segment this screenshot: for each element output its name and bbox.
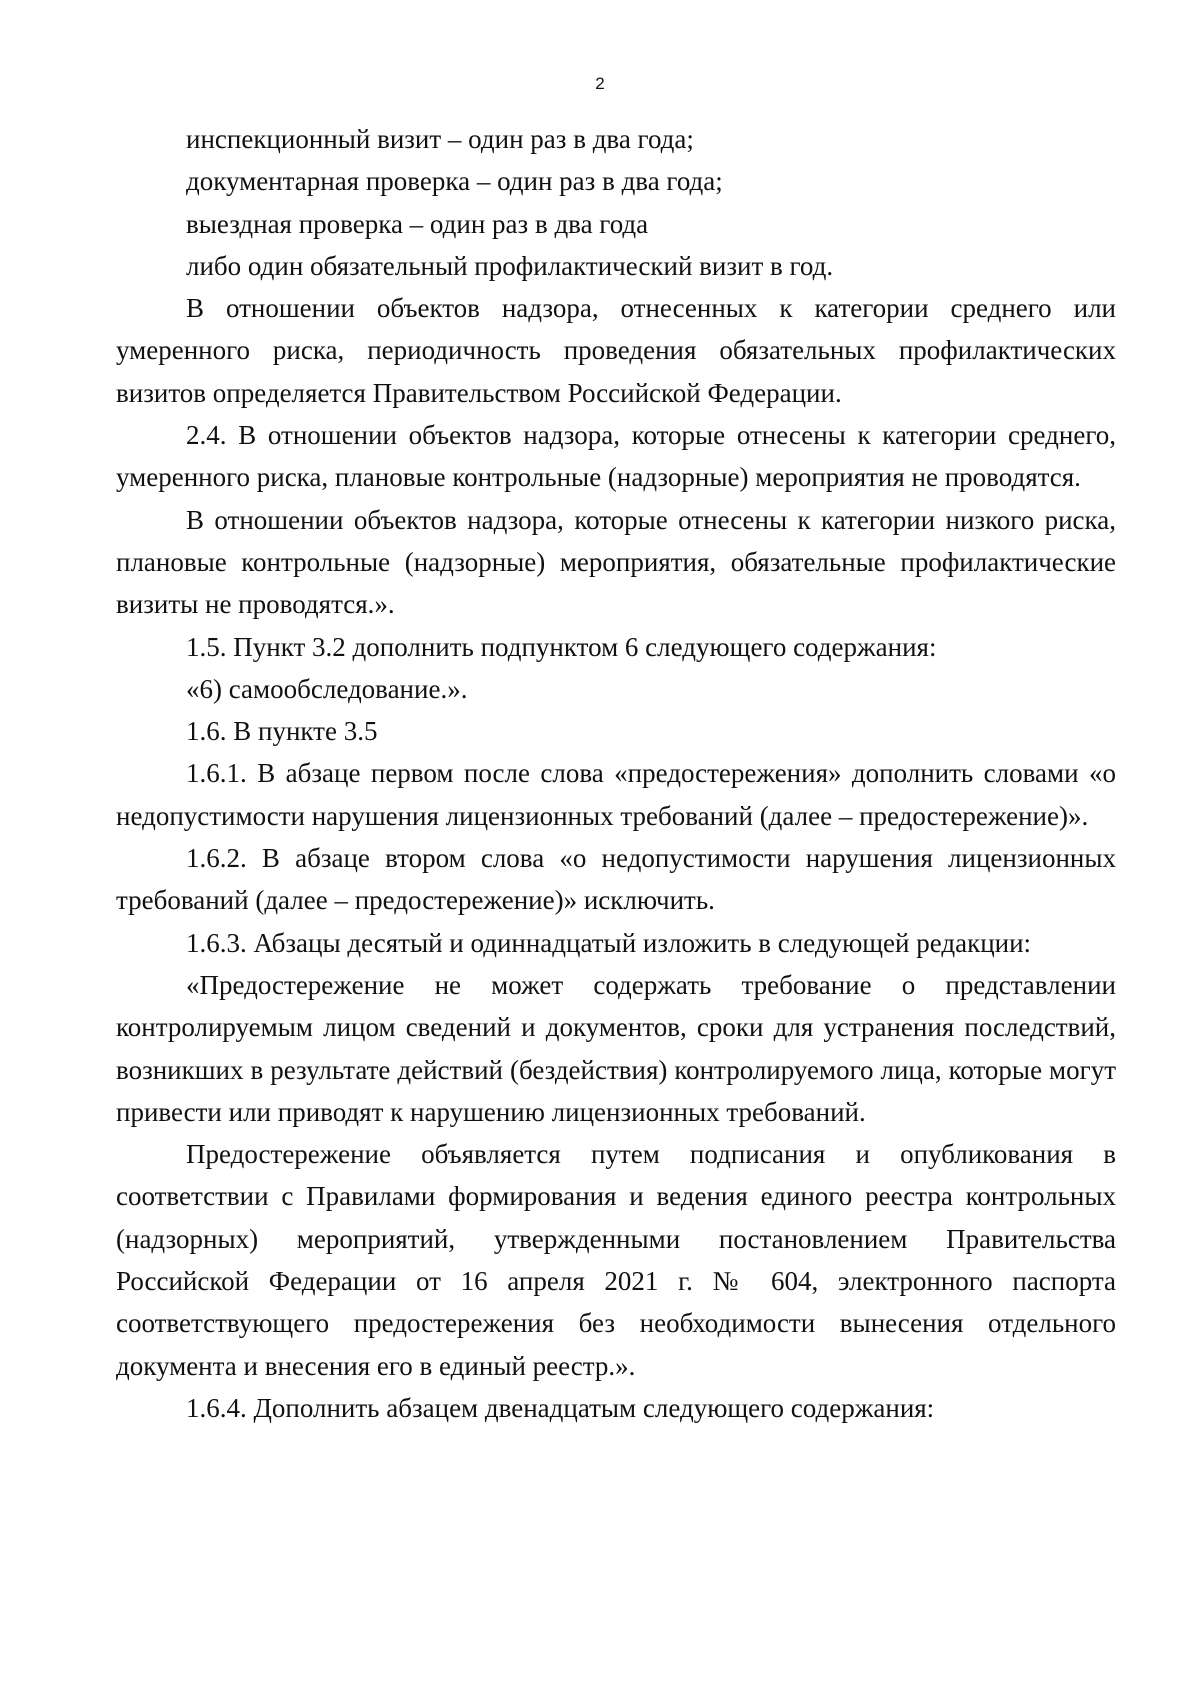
paragraph-medium-risk-frequency: В отношении объектов надзора, отнесенных к категории среднего или умеренного риска, периодичность проведения обязательных профилактических визитов определяется Правительством Российской Федерации.: [116, 293, 1116, 408]
paragraph-warning-content: «Предостережение не может содержать требование о представлении контролируемым лицом сведений и документов, сроки для устранения последствий, возникших в результате действий (бездействия) контролируемого лица, которые могут привести или приводят к нарушению лицензионных требований.: [116, 969, 1116, 1127]
paragraph-warning-announcement: Предостережение объявляется путем подписания и опубликования в соответствии с Правилами формирования и ведения единого реестра контрольных (надзорных) мероприятий, утвержденными постановлением Правительства Российской Федерации от 16 апреля 2021 г. № 604, электронного паспорта соответствующего предостережения без необходимости вынесения отдельного документа и внесения его в единый реестр.».: [116, 1139, 1116, 1381]
paragraph-preventive-visit: либо один обязательный профилактический визит в год.: [186, 250, 834, 281]
paragraph-clause-2-4: 2.4. В отношении объектов надзора, которые отнесены к категории среднего, умеренного риска, плановые контрольные (надзорные) мероприятия не проводятся.: [116, 420, 1116, 493]
document-body: [116, 118, 1116, 1429]
paragraph-clause-1-6: 1.6. В пункте 3.5: [186, 716, 378, 747]
paragraph-documentary-check: документарная проверка – один раз в два года;: [186, 166, 723, 197]
paragraph-inspection-visit: инспекционный визит – один раз в два года;: [186, 124, 694, 154]
paragraph-self-inspection: «6) самообследование.».: [186, 673, 468, 704]
page-number: 2: [595, 74, 605, 93]
paragraph-clause-1-6-4: 1.6.4. Дополнить абзацем двенадцатым следующего содержания:: [186, 1392, 935, 1423]
paragraph-clause-1-6-3: 1.6.3. Абзацы десятый и одиннадцатый изложить в следующей редакции:: [186, 927, 1032, 958]
paragraph-clause-1-6-2: 1.6.2. В абзаце втором слова «о недопустимости нарушения лицензионных требований (далее – предостережение)» исключить.: [116, 843, 1116, 916]
paragraph-low-risk: В отношении объектов надзора, которые отнесены к категории низкого риска, плановые контрольные (надзорные) мероприятия, обязательные профилактические визиты не проводятся.».: [116, 504, 1116, 620]
paragraph-onsite-check: выездная проверка – один раз в два года: [186, 208, 649, 239]
paragraph-clause-1-6-1: 1.6.1. В абзаце первом после слова «предостережения» дополнить словами «о недопустимости нарушения лицензионных требований (далее – предостережение)».: [116, 758, 1116, 831]
paragraph-clause-1-5: 1.5. Пункт 3.2 дополнить подпунктом 6 следующего содержания:: [186, 631, 937, 662]
